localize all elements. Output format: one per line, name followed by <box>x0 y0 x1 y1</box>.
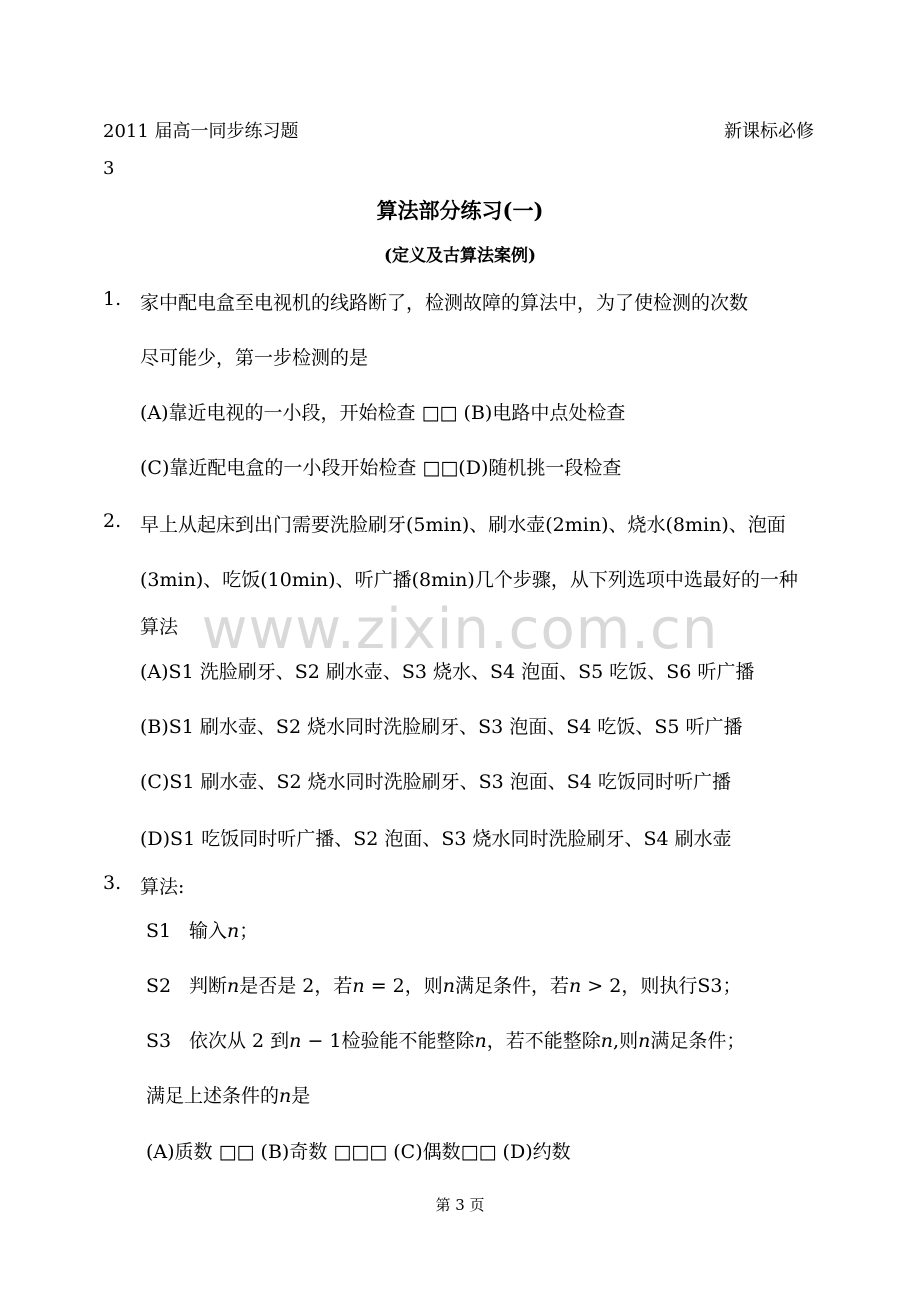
page-subtitle: (定义及古算法案例) <box>383 246 537 266</box>
question-2-stem-line3: 算法 <box>140 616 179 638</box>
question-2-number: 2. <box>103 510 122 532</box>
question-2-stem-line1: 早上从起床到出门需要洗脸刷牙(5min)、刷水壶(2min)、烧水(8min)、泡面 <box>140 514 786 536</box>
question-3-step-s3: S3 依次从 2 到n − 1检验能不能整除n，若不能整除n,则n满足条件； <box>146 1030 746 1052</box>
question-3-conclusion: 满足上述条件的n是 <box>146 1085 311 1107</box>
watermark: www.zixin.com.cn <box>201 597 719 662</box>
question-1-stem-line1: 家中配电盒至电视机的线路断了，检测故障的算法中，为了使检测的次数 <box>140 292 749 314</box>
question-3-options: (A)质数 □□ (B)奇数 □□□ (C)偶数□□ (D)约数 <box>146 1141 571 1163</box>
question-2-option-d: (D)S1 吃饭同时听广播、S2 泡面、S3 烧水同时洗脸刷牙、S4 刷水壶 <box>140 828 732 850</box>
header-page-ref: 3 <box>103 158 115 179</box>
step-label: S3 <box>146 1030 172 1052</box>
question-1-number: 1. <box>103 288 122 310</box>
question-1-options-line1: (A)靠近电视的一小段，开始检查 □□ (B)电路中点处检查 <box>140 402 626 424</box>
header-right: 新课标必修 <box>724 121 814 142</box>
question-2-option-c: (C)S1 刷水壶、S2 烧水同时洗脸刷牙、S3 泡面、S4 吃饭同时听广播 <box>140 771 731 793</box>
question-2-option-b: (B)S1 刷水壶、S2 烧水同时洗脸刷牙、S3 泡面、S4 吃饭、S5 听广播 <box>140 716 743 738</box>
step-label: S2 <box>146 975 172 997</box>
header-left: 2011 届高一同步练习题 <box>103 121 299 142</box>
question-1-options-line2: (C)靠近配电盒的一小段开始检查 □□(D)随机挑一段检查 <box>140 457 622 479</box>
question-3-number: 3. <box>103 872 122 894</box>
question-3-step-s2: S2 判断n是否是 2，若n = 2，则n满足条件，若n > 2，则执行S3； <box>146 975 742 997</box>
question-2-option-a: (A)S1 洗脸刷牙、S2 刷水壶、S3 烧水、S4 泡面、S5 吃饭、S6 听广播 <box>140 661 755 683</box>
question-2-stem-line2: (3min)、吃饭(10min)、听广播(8min)几个步骤，从下列选项中选最好的一种 <box>140 569 798 591</box>
page-footer: 第 3 页 <box>435 1196 485 1214</box>
page-title: 算法部分练习(一) <box>376 198 544 223</box>
question-1-stem-line2: 尽可能少，第一步检测的是 <box>140 347 369 369</box>
question-3-step-s1: S1 输入n； <box>146 920 259 942</box>
question-3-stem: 算法: <box>140 876 185 898</box>
step-label: S1 <box>146 920 172 942</box>
